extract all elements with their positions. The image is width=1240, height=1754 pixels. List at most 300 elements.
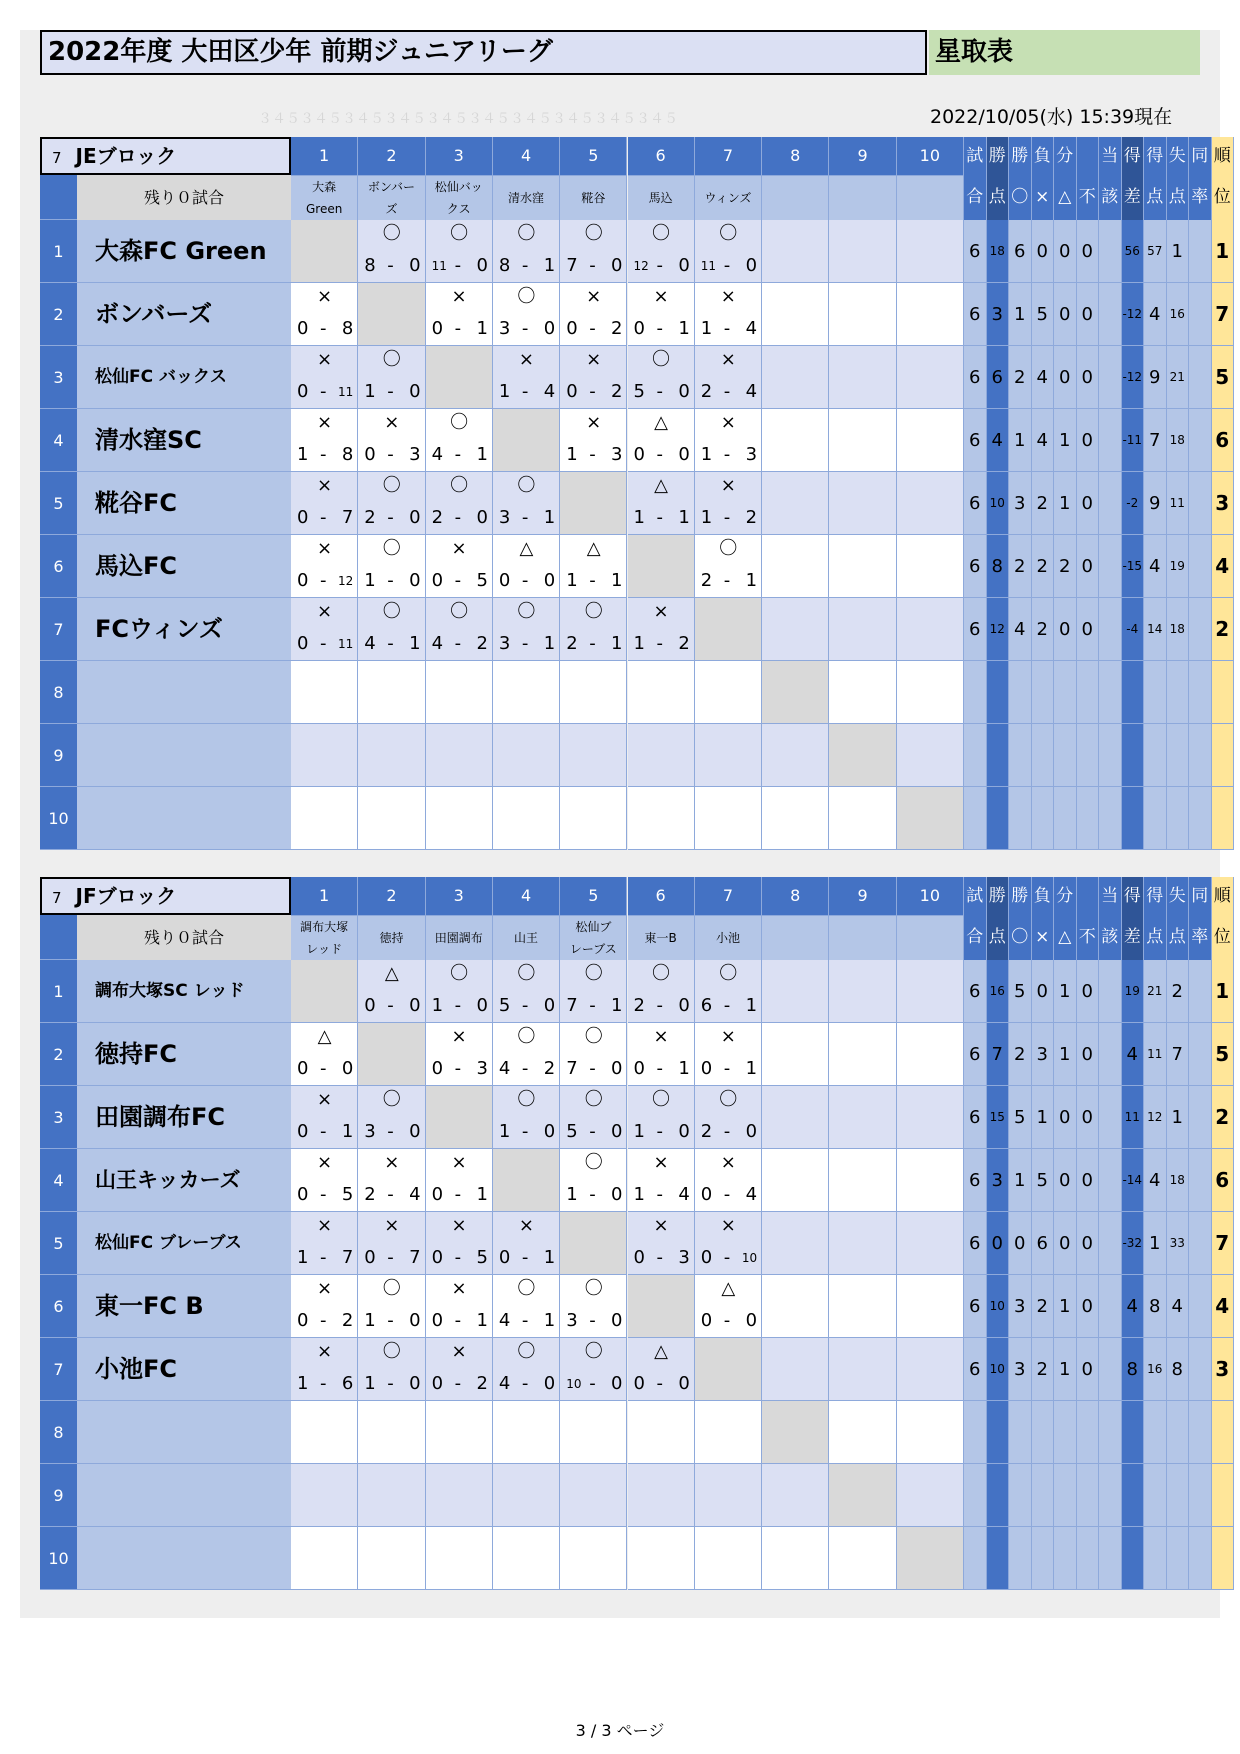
self-match-cell bbox=[628, 1275, 695, 1338]
match-cell bbox=[829, 1275, 896, 1338]
result-symbol: 〇 bbox=[584, 1026, 603, 1047]
column-number: 7 bbox=[695, 137, 762, 175]
column-team-name: 田園調布 bbox=[426, 915, 493, 960]
stat-value bbox=[1032, 787, 1055, 850]
stat-value: 11 bbox=[1167, 472, 1190, 535]
self-match-cell bbox=[695, 598, 762, 661]
stat-header-bottom: 点 bbox=[987, 915, 1010, 960]
stat-value: 6 bbox=[964, 283, 987, 346]
match-score bbox=[695, 1248, 761, 1268]
stat-value bbox=[1122, 724, 1145, 787]
result-symbol: 〇 bbox=[517, 601, 536, 622]
score-away: 0 bbox=[409, 381, 421, 402]
block-number: 7 bbox=[52, 889, 62, 907]
score-home: 0 bbox=[633, 444, 645, 465]
match-cell bbox=[291, 1149, 358, 1212]
score-home: 0 bbox=[700, 1184, 713, 1205]
stat-value: 5 bbox=[1212, 346, 1235, 409]
score-home: 2 bbox=[431, 507, 444, 528]
stat-value: -4 bbox=[1122, 598, 1145, 661]
score-home: 12 bbox=[633, 259, 649, 273]
score-home: 0 bbox=[566, 381, 578, 402]
score-dash: - bbox=[320, 1184, 327, 1205]
score-away: 0 bbox=[745, 255, 758, 276]
stat-header-top: 当 bbox=[1099, 137, 1122, 175]
stat-value: 33 bbox=[1167, 1212, 1190, 1275]
result-symbol: 〇 bbox=[584, 1152, 603, 1173]
team-name: 東一FC B bbox=[77, 1275, 291, 1338]
score-home: 1 bbox=[566, 444, 578, 465]
result-symbol: △ bbox=[384, 963, 399, 984]
result-symbol: 〇 bbox=[517, 475, 536, 496]
team-name: 調布大塚SC レッド bbox=[77, 960, 291, 1023]
match-cell bbox=[493, 724, 560, 787]
row-number: 2 bbox=[40, 1023, 77, 1086]
stat-header-bottom: 位 bbox=[1212, 915, 1235, 960]
stat-value bbox=[1189, 1023, 1212, 1086]
match-cell bbox=[695, 220, 762, 283]
match-score bbox=[358, 1122, 424, 1142]
match-cell bbox=[897, 1149, 964, 1212]
score-dash: - bbox=[521, 381, 529, 402]
result-symbol: 〇 bbox=[652, 349, 670, 370]
stat-value: 3 bbox=[1212, 1338, 1235, 1401]
stat-value bbox=[1189, 787, 1212, 850]
stat-value bbox=[1099, 1149, 1122, 1212]
stat-value bbox=[1099, 220, 1122, 283]
stat-value bbox=[964, 1527, 987, 1590]
stat-header-bottom: 位 bbox=[1212, 175, 1235, 220]
score-away: 7 bbox=[341, 1247, 354, 1268]
result-symbol: 〇 bbox=[382, 475, 401, 496]
match-cell bbox=[358, 1149, 425, 1212]
match-cell bbox=[560, 1275, 627, 1338]
result-symbol: 〇 bbox=[652, 963, 670, 984]
stat-header-bottom: △ bbox=[1054, 915, 1077, 960]
score-home: 2 bbox=[633, 995, 645, 1016]
score-dash: - bbox=[589, 1310, 596, 1331]
stat-value bbox=[1099, 1338, 1122, 1401]
update-date: 2022/10/05(水) 15:39現在 bbox=[930, 106, 1173, 128]
match-cell bbox=[560, 283, 627, 346]
column-team-name: 徳持 bbox=[358, 915, 425, 960]
score-home: 0 bbox=[364, 995, 376, 1016]
match-cell bbox=[762, 283, 829, 346]
score-dash: - bbox=[589, 633, 596, 654]
match-score bbox=[426, 319, 492, 339]
stat-value bbox=[1099, 1464, 1122, 1527]
row-number: 6 bbox=[40, 535, 77, 598]
match-cell bbox=[695, 1149, 762, 1212]
score-dash: - bbox=[454, 1373, 462, 1394]
stat-header-top: 試 bbox=[964, 877, 987, 915]
row-number: 3 bbox=[40, 346, 77, 409]
block-label bbox=[40, 877, 291, 915]
stat-value: 2 bbox=[1212, 598, 1235, 661]
match-score bbox=[358, 1248, 424, 1268]
match-score bbox=[493, 571, 559, 591]
self-match-cell bbox=[493, 1149, 560, 1212]
stat-value bbox=[1144, 1527, 1167, 1590]
score-home: 1 bbox=[700, 507, 713, 528]
stat-value: 3 bbox=[1009, 1275, 1032, 1338]
score-away: 1 bbox=[476, 318, 488, 339]
stat-value: 5 bbox=[1032, 283, 1055, 346]
match-cell bbox=[762, 598, 829, 661]
team-name: 小池FC bbox=[77, 1338, 291, 1401]
match-score bbox=[493, 634, 559, 654]
score-home: 1 bbox=[700, 318, 713, 339]
stat-value: 2 bbox=[1167, 960, 1190, 1023]
score-home: 3 bbox=[498, 318, 511, 339]
score-home: 1 bbox=[431, 995, 444, 1016]
match-cell bbox=[762, 787, 829, 850]
stat-value: 1 bbox=[1167, 1086, 1190, 1149]
match-cell bbox=[358, 661, 425, 724]
score-home: 5 bbox=[498, 995, 511, 1016]
match-cell bbox=[695, 960, 762, 1023]
match-score bbox=[695, 1059, 761, 1079]
match-score bbox=[493, 382, 559, 402]
stat-header-top: 負 bbox=[1032, 877, 1055, 915]
stat-value bbox=[964, 724, 987, 787]
match-cell bbox=[291, 1527, 358, 1590]
stat-value bbox=[1099, 1401, 1122, 1464]
match-cell bbox=[695, 1212, 762, 1275]
column-number: 6 bbox=[628, 137, 695, 175]
stat-header-bottom: 〇 bbox=[1009, 915, 1032, 960]
column-team-name: 東一B bbox=[628, 915, 695, 960]
result-symbol: 〇 bbox=[719, 1089, 738, 1110]
stat-value bbox=[1099, 661, 1122, 724]
column-team-name: ウィンズ bbox=[695, 175, 762, 220]
match-score bbox=[358, 996, 424, 1016]
stat-value: 0 bbox=[1077, 1023, 1100, 1086]
match-score bbox=[695, 256, 761, 276]
score-home: 0 bbox=[297, 1184, 309, 1205]
match-cell bbox=[628, 1401, 695, 1464]
score-home: 0 bbox=[297, 570, 309, 591]
match-score bbox=[493, 1122, 559, 1142]
self-match-cell bbox=[695, 1338, 762, 1401]
match-score bbox=[695, 1122, 761, 1142]
row-number: 6 bbox=[40, 1275, 77, 1338]
stat-value: 11 bbox=[1122, 1086, 1145, 1149]
score-dash: - bbox=[387, 1373, 394, 1394]
match-cell bbox=[291, 598, 358, 661]
match-cell bbox=[829, 1086, 896, 1149]
score-away: 11 bbox=[338, 637, 354, 651]
score-away: 0 bbox=[611, 1058, 623, 1079]
score-dash: - bbox=[723, 507, 731, 528]
score-home: 2 bbox=[364, 1184, 376, 1205]
match-cell bbox=[897, 1023, 964, 1086]
score-away: 1 bbox=[678, 1058, 690, 1079]
stat-header-top: 順 bbox=[1212, 137, 1235, 175]
match-cell bbox=[426, 724, 493, 787]
score-away: 3 bbox=[476, 1058, 488, 1079]
match-cell bbox=[897, 1401, 964, 1464]
result-symbol: 〇 bbox=[517, 963, 536, 984]
team-name bbox=[77, 787, 291, 850]
result-symbol: × bbox=[720, 286, 736, 307]
stat-value: 7 bbox=[987, 1023, 1010, 1086]
score-home: 0 bbox=[498, 1247, 511, 1268]
result-symbol: × bbox=[720, 1026, 736, 1047]
team-name: 松仙FC ブレーブス bbox=[77, 1212, 291, 1275]
stat-value: 2 bbox=[1032, 1275, 1055, 1338]
stat-value bbox=[1189, 1401, 1212, 1464]
match-score bbox=[628, 634, 694, 654]
score-away: 0 bbox=[476, 995, 488, 1016]
stat-value bbox=[1144, 724, 1167, 787]
score-dash: - bbox=[320, 381, 327, 402]
stat-value: 6 bbox=[964, 220, 987, 283]
stat-value bbox=[1144, 1464, 1167, 1527]
stat-value: 0 bbox=[1077, 220, 1100, 283]
stat-header-bottom: 点 bbox=[1167, 175, 1190, 220]
match-cell bbox=[628, 1338, 695, 1401]
stat-value: 19 bbox=[1167, 535, 1190, 598]
stat-value bbox=[987, 724, 1010, 787]
stat-value bbox=[1189, 598, 1212, 661]
score-home: 1 bbox=[498, 1121, 511, 1142]
result-symbol: × bbox=[653, 286, 669, 307]
score-away: 1 bbox=[543, 507, 556, 528]
row-number: 5 bbox=[40, 1212, 77, 1275]
match-score bbox=[628, 256, 694, 276]
stat-value bbox=[1032, 1464, 1055, 1527]
team-name: 大森FC Green bbox=[77, 220, 291, 283]
result-symbol: 〇 bbox=[450, 223, 469, 244]
match-cell bbox=[291, 787, 358, 850]
match-score bbox=[493, 1248, 559, 1268]
score-away: 1 bbox=[543, 1247, 556, 1268]
stat-value: 6 bbox=[1212, 409, 1235, 472]
match-score bbox=[358, 1374, 424, 1394]
stat-value bbox=[1099, 346, 1122, 409]
score-away: 8 bbox=[341, 444, 354, 465]
match-cell bbox=[358, 960, 425, 1023]
column-team-name: 清水窪 bbox=[493, 175, 560, 220]
match-cell bbox=[426, 1149, 493, 1212]
score-dash: - bbox=[387, 570, 394, 591]
stat-value bbox=[1099, 409, 1122, 472]
score-away: 0 bbox=[409, 255, 421, 276]
score-away: 2 bbox=[611, 381, 623, 402]
stat-header-bottom: 合 bbox=[964, 175, 987, 220]
match-score bbox=[291, 1374, 357, 1394]
match-cell bbox=[493, 1023, 560, 1086]
self-match-cell bbox=[426, 1086, 493, 1149]
match-score bbox=[358, 382, 424, 402]
match-cell bbox=[762, 346, 829, 409]
stat-value: 1 bbox=[1212, 220, 1235, 283]
column-team-name: 調布大塚 レッド bbox=[291, 915, 358, 960]
result-symbol: 〇 bbox=[382, 1278, 401, 1299]
stat-value: 4 bbox=[1167, 1275, 1190, 1338]
remaining-matches: 残り０試合 bbox=[77, 175, 291, 220]
self-match-cell bbox=[762, 1401, 829, 1464]
stat-value bbox=[987, 1464, 1010, 1527]
score-away: 2 bbox=[476, 633, 488, 654]
stat-value bbox=[987, 787, 1010, 850]
match-cell bbox=[560, 346, 627, 409]
stat-value: 4 bbox=[1009, 598, 1032, 661]
result-symbol: 〇 bbox=[517, 1026, 536, 1047]
match-cell bbox=[762, 1338, 829, 1401]
match-cell bbox=[762, 1275, 829, 1338]
row-number: 9 bbox=[40, 1464, 77, 1527]
stat-value bbox=[1077, 661, 1100, 724]
match-score bbox=[628, 1122, 694, 1142]
match-cell bbox=[426, 1212, 493, 1275]
column-team-name bbox=[897, 915, 964, 960]
stat-value bbox=[1077, 1464, 1100, 1527]
stat-value bbox=[1167, 724, 1190, 787]
match-cell bbox=[358, 409, 425, 472]
column-number: 5 bbox=[560, 137, 627, 175]
match-cell bbox=[762, 1149, 829, 1212]
score-dash: - bbox=[521, 1058, 529, 1079]
match-score bbox=[358, 1311, 424, 1331]
match-cell bbox=[628, 472, 695, 535]
column-team-name: 松仙ブ レーブス bbox=[560, 915, 627, 960]
score-dash: - bbox=[656, 1121, 663, 1142]
match-score bbox=[493, 508, 559, 528]
result-symbol: × bbox=[451, 1278, 467, 1299]
match-cell bbox=[628, 661, 695, 724]
self-match-cell bbox=[628, 535, 695, 598]
score-dash: - bbox=[656, 381, 663, 402]
stat-value bbox=[1189, 472, 1212, 535]
match-score bbox=[358, 508, 424, 528]
stat-value: 0 bbox=[1032, 960, 1055, 1023]
match-score bbox=[628, 382, 694, 402]
match-cell bbox=[628, 409, 695, 472]
stat-header-top: 負 bbox=[1032, 137, 1055, 175]
match-cell bbox=[628, 1212, 695, 1275]
score-dash: - bbox=[320, 1121, 327, 1142]
stat-value bbox=[1054, 787, 1077, 850]
self-match-cell bbox=[560, 472, 627, 535]
match-cell bbox=[762, 535, 829, 598]
stat-value: 56 bbox=[1122, 220, 1145, 283]
stat-header-top: 当 bbox=[1099, 877, 1122, 915]
result-symbol: × bbox=[316, 1278, 333, 1299]
stat-value bbox=[1009, 787, 1032, 850]
stat-value bbox=[1099, 283, 1122, 346]
score-away: 1 bbox=[678, 507, 690, 528]
stat-value: 0 bbox=[1077, 283, 1100, 346]
score-dash: - bbox=[656, 1058, 663, 1079]
result-symbol: △ bbox=[519, 538, 534, 559]
match-cell bbox=[762, 409, 829, 472]
stat-value: 4 bbox=[1032, 346, 1055, 409]
stat-value: 1 bbox=[1054, 1275, 1077, 1338]
score-away: 5 bbox=[476, 1247, 488, 1268]
result-symbol: × bbox=[653, 601, 669, 622]
result-symbol: 〇 bbox=[584, 1089, 603, 1110]
score-dash: - bbox=[589, 444, 596, 465]
match-score bbox=[291, 445, 357, 465]
stat-value: 15 bbox=[987, 1086, 1010, 1149]
score-dash: - bbox=[656, 444, 663, 465]
score-away: 2 bbox=[745, 507, 758, 528]
score-home: 6 bbox=[700, 995, 713, 1016]
result-symbol: 〇 bbox=[517, 223, 536, 244]
column-number: 8 bbox=[762, 137, 829, 175]
stat-value bbox=[1099, 1275, 1122, 1338]
score-away: 0 bbox=[678, 255, 690, 276]
match-score bbox=[628, 1248, 694, 1268]
column-team-name bbox=[762, 915, 829, 960]
result-symbol: 〇 bbox=[382, 601, 401, 622]
stat-value: 1 bbox=[1167, 220, 1190, 283]
stat-value bbox=[1144, 787, 1167, 850]
stat-header-bottom: 率 bbox=[1189, 175, 1212, 220]
score-home: 0 bbox=[364, 1247, 376, 1268]
score-dash: - bbox=[387, 1184, 394, 1205]
match-cell bbox=[829, 346, 896, 409]
stat-value bbox=[964, 661, 987, 724]
stat-value bbox=[1189, 283, 1212, 346]
score-away: 0 bbox=[543, 995, 556, 1016]
row-number: 4 bbox=[40, 409, 77, 472]
result-symbol: × bbox=[451, 1026, 467, 1047]
match-cell bbox=[695, 535, 762, 598]
stat-value: 2 bbox=[1009, 535, 1032, 598]
result-symbol: × bbox=[316, 601, 333, 622]
stat-value: -11 bbox=[1122, 409, 1145, 472]
score-away: 0 bbox=[543, 570, 556, 591]
score-dash: - bbox=[723, 1310, 731, 1331]
team-name: FCウィンズ bbox=[77, 598, 291, 661]
score-away: 1 bbox=[476, 1310, 488, 1331]
score-home: 0 bbox=[431, 1184, 444, 1205]
stat-value bbox=[987, 661, 1010, 724]
match-cell bbox=[426, 1338, 493, 1401]
stat-value bbox=[1009, 1401, 1032, 1464]
match-cell bbox=[291, 1338, 358, 1401]
score-away: 0 bbox=[476, 255, 488, 276]
stat-value: 10 bbox=[987, 1275, 1010, 1338]
score-away: 1 bbox=[745, 570, 758, 591]
match-cell bbox=[897, 1338, 964, 1401]
match-cell bbox=[493, 1527, 560, 1590]
score-dash: - bbox=[723, 1121, 731, 1142]
score-dash: - bbox=[320, 1373, 327, 1394]
remaining-matches: 残り０試合 bbox=[77, 915, 291, 960]
score-dash: - bbox=[723, 1184, 731, 1205]
match-cell bbox=[695, 1023, 762, 1086]
score-home: 2 bbox=[700, 381, 713, 402]
result-symbol: 〇 bbox=[450, 475, 469, 496]
match-score bbox=[291, 319, 357, 339]
stat-value: 0 bbox=[1009, 1212, 1032, 1275]
stat-header-top: 試 bbox=[964, 137, 987, 175]
score-dash: - bbox=[656, 1184, 663, 1205]
score-dash: - bbox=[589, 1121, 596, 1142]
stat-value bbox=[1054, 661, 1077, 724]
match-cell bbox=[493, 220, 560, 283]
column-team-name bbox=[829, 915, 896, 960]
result-symbol: 〇 bbox=[584, 1341, 603, 1362]
score-home: 1 bbox=[297, 444, 309, 465]
block-number: 7 bbox=[52, 149, 62, 167]
stat-header-bottom: 率 bbox=[1189, 915, 1212, 960]
row-number: 10 bbox=[40, 787, 77, 850]
